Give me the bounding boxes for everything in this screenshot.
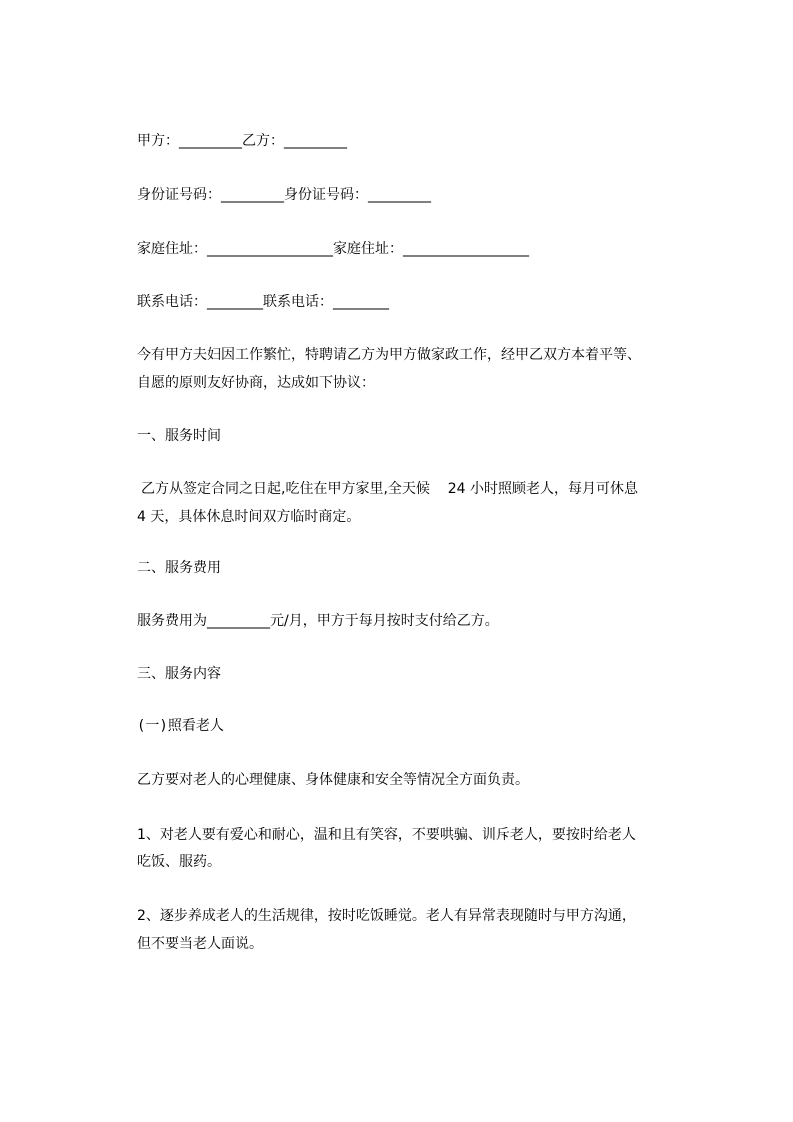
section-3-item-2-line-1: 2、逐步养成老人的生活规律，按时吃饭睡觉。老人有异常表现随时与甲方沟通， <box>137 908 636 924</box>
intro-paragraph-line-1: 今有甲方夫妇因工作繁忙，特聘请乙方为甲方做家政工作，经甲乙双方本着平等、 <box>137 347 641 363</box>
party-address-line: 家庭住址：__________________家庭住址：__________________ <box>137 241 529 257</box>
section-1-paragraph-line-1: 乙方从签定合同之日起,吃住在甲方家里,全天候 24 小时照顾老人，每月可休息 <box>141 481 638 497</box>
party-names-line: 甲方：_________乙方：_________ <box>137 133 347 149</box>
section-1-heading: 一、服务时间 <box>137 428 221 444</box>
section-3-responsibility-paragraph: 乙方要对老人的心理健康、身体健康和安全等情况全方面负责。 <box>137 772 529 788</box>
section-3-item-1-line-2: 吃饭、服药。 <box>137 854 221 870</box>
section-3-item-2-line-2: 但不要当老人面说。 <box>137 936 263 952</box>
party-phone-line: 联系电话：________联系电话：________ <box>137 294 389 310</box>
section-2-paragraph: 服务费用为_________元/月，甲方于每月按时支付给乙方。 <box>137 613 499 629</box>
intro-paragraph-line-2: 自愿的原则友好协商，达成如下协议： <box>137 375 375 391</box>
section-2-heading: 二、服务费用 <box>137 560 221 576</box>
section-3-heading: 三、服务内容 <box>137 666 221 682</box>
section-3-subheading-elderly-care: (一)照看老人 <box>137 718 224 734</box>
section-1-paragraph-line-2: 4 天，具体休息时间双方临时商定。 <box>137 509 361 525</box>
section-3-item-1-line-1: 1、对老人要有爱心和耐心，温和且有笑容，不要哄骗、训斥老人，要按时给老人 <box>137 827 636 843</box>
party-id-number-line: 身份证号码：_________身份证号码：_________ <box>137 187 431 203</box>
